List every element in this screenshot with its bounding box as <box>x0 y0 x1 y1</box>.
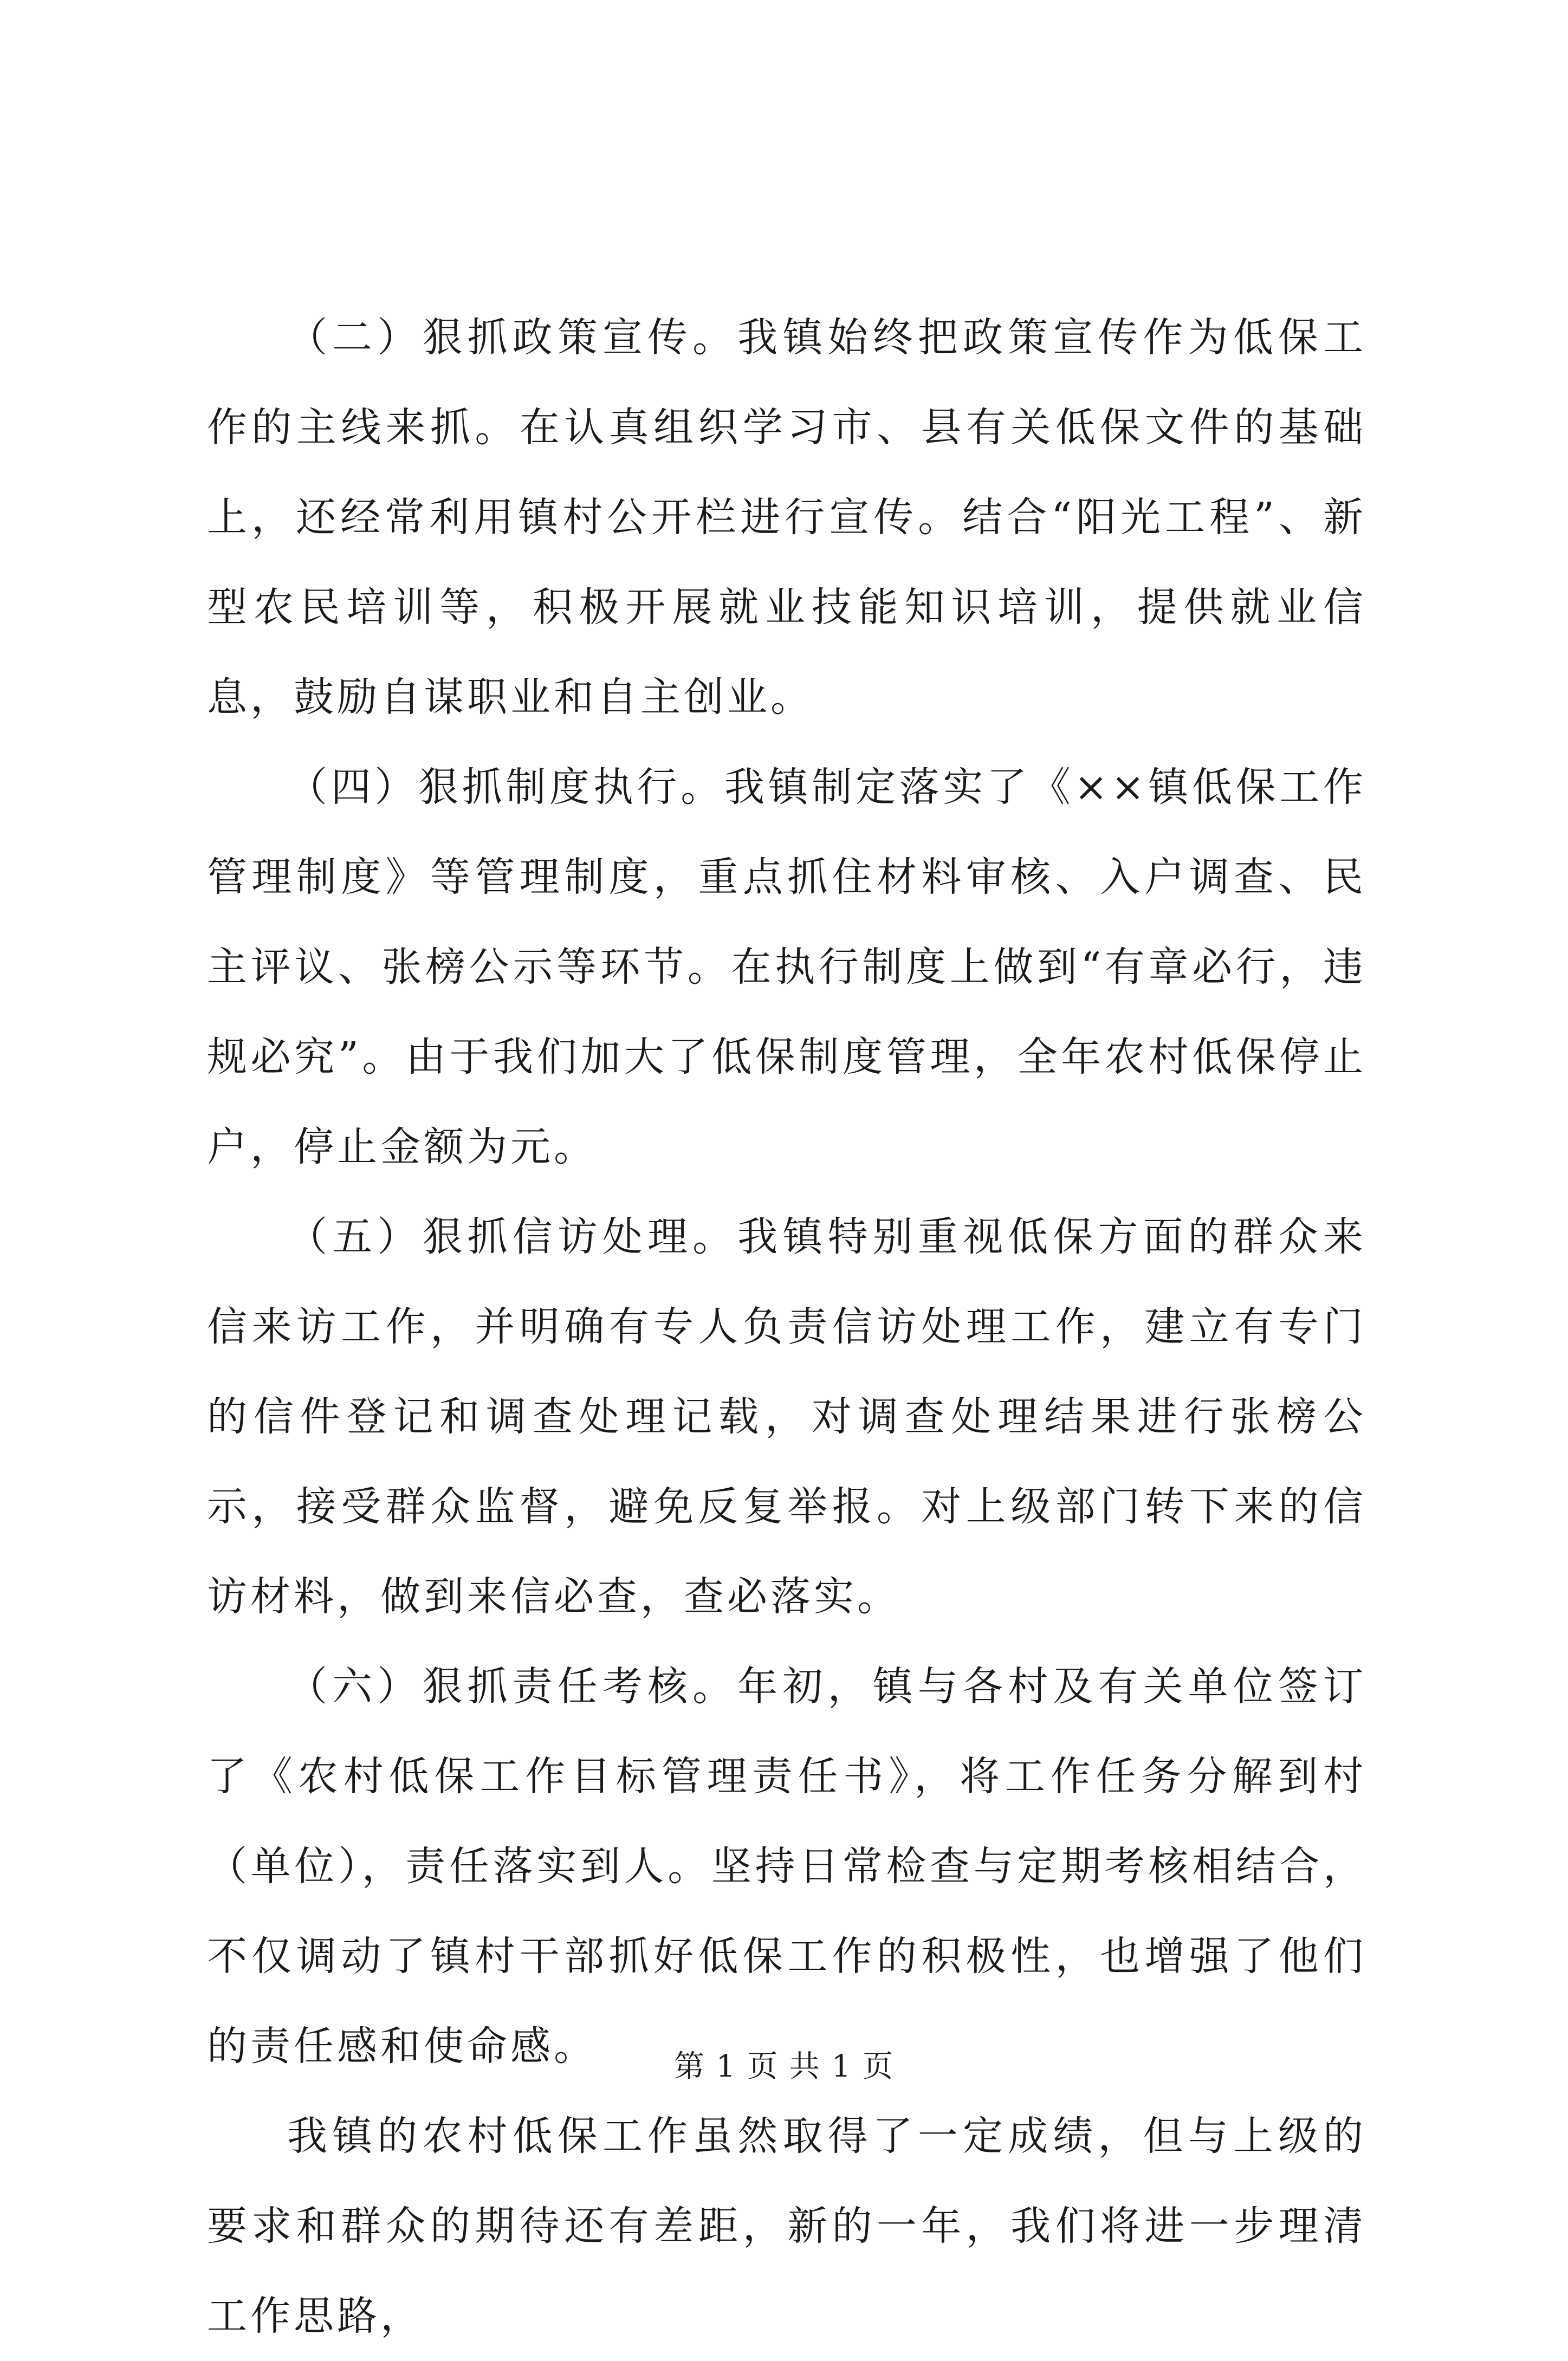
paragraph-petition-handling: （五）狠抓信访处理。我镇特别重视低保方面的群众来信来访工作，并明确有专人负责信访处理工作，建立有专门的信件登记和调查处理记载，对调查处理结果进行张榜公示，接受群众监督，避免反复举报。对上级部门转下来的信访材料，做到来信必查，查必落实。 <box>207 1214 1366 1620</box>
paragraph-responsibility-assessment: （六）狠抓责任考核。年初，镇与各村及有关单位签订了《农村低保工作目标管理责任书》，将工作任务分解到村（单位），责任落实到人。坚持日常检查与定期考核相结合，不仅调动了镇村干部抓好低保工作的积极性，也增强了他们的责任感和使命感。 <box>207 1663 1366 2070</box>
paragraph-system-execution: （四）狠抓制度执行。我镇制定落实了《××镇低保工作管理制度》等管理制度，重点抓住材料审核、入户调查、民主评议、张榜公示等环节。在执行制度上做到“有章必行，违规必究”。由于我们加大了低保制度管理，全年农村低保停止户，停止金额为元。 <box>207 764 1366 1170</box>
paragraph-summary: 我镇的农村低保工作虽然取得了一定成绩，但与上级的要求和群众的期待还有差距，新的一年，我们将进一步理清工作思路， <box>207 2113 1366 2339</box>
page-footer: 第 1 页 共 1 页 <box>673 2049 895 2084</box>
paragraph-policy-publicity: （二）狠抓政策宣传。我镇始终把政策宣传作为低保工作的主线来抓。在认真组织学习市、县有关低保文件的基础上，还经常利用镇村公开栏进行宣传。结合“阳光工程”、新型农民培训等，积极开展就业技能知识培训，提供就业信息，鼓励自谋职业和自主创业。 <box>207 314 1366 721</box>
